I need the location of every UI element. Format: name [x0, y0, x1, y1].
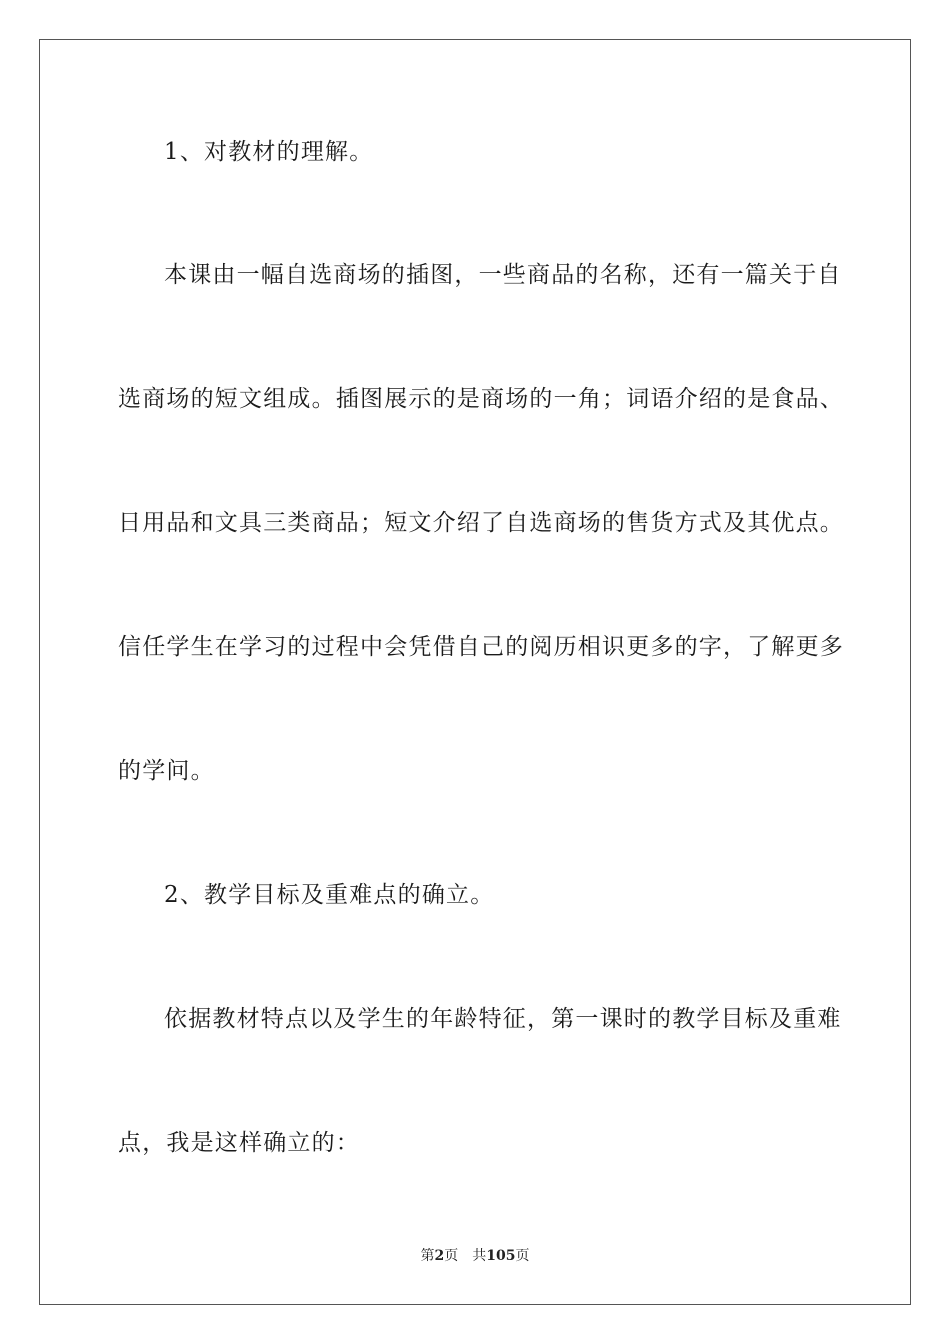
paragraph-line: 选商场的短文组成。插图展示的是商场的一角；词语介绍的是食品、	[118, 386, 844, 412]
total-suffix: 页	[515, 1248, 530, 1264]
page-footer	[0, 1247, 950, 1265]
paragraph-line: 信任学生在学习的过程中会凭借自己的阅历相识更多的字，了解更多	[118, 634, 844, 660]
page-prefix: 第	[420, 1248, 435, 1264]
heading-1: 1、对教材的理解。	[164, 139, 374, 165]
page-number: 2	[434, 1248, 445, 1264]
total-prefix: 共	[472, 1248, 487, 1264]
paragraph-line: 的学问。	[118, 758, 215, 784]
paragraph-line: 日用品和文具三类商品；短文介绍了自选商场的售货方式及其优点。	[118, 510, 844, 536]
page-suffix: 页	[444, 1248, 459, 1264]
heading-2: 2、教学目标及重难点的确立。	[164, 882, 495, 908]
page-border	[39, 39, 911, 1305]
paragraph-line: 本课由一幅自选商场的插图，一些商品的名称，还有一篇关于自	[164, 262, 842, 288]
paragraph-line: 依据教材特点以及学生的年龄特征，第一课时的教学目标及重难	[164, 1006, 842, 1032]
paragraph-line: 点，我是这样确立的：	[118, 1130, 360, 1156]
total-pages: 105	[486, 1248, 516, 1264]
